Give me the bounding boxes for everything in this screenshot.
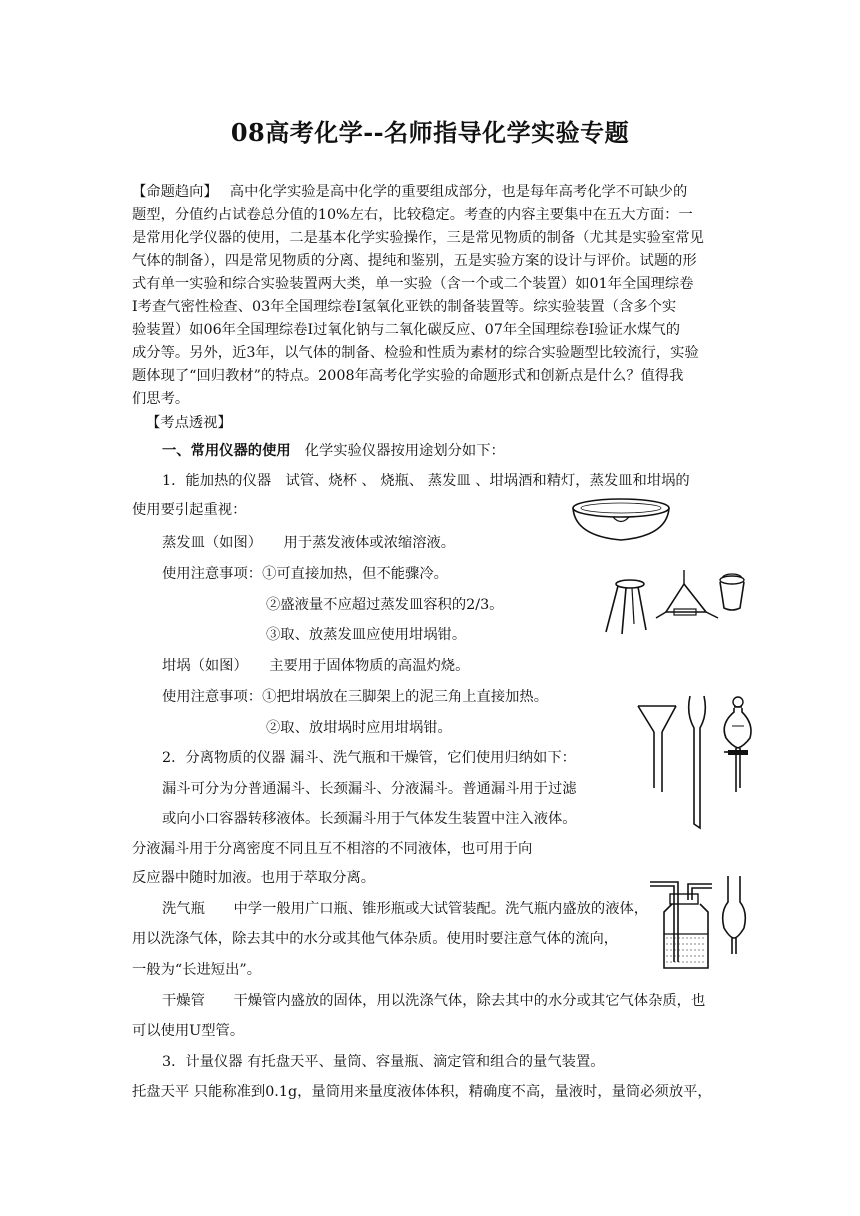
page-title: 08高考化学--名师指导化学实验专题	[230, 118, 630, 147]
intro-line-10: 们思考。	[132, 391, 190, 407]
intro-line-5: 式有单一实验和综合实验装置两大类，单一实验（含一个或二个装置）如01年全国理综卷	[132, 276, 694, 292]
funnel-line-1: 漏斗可分为分普通漏斗、长颈漏斗、分液漏斗。普通漏斗用于过滤	[162, 781, 577, 797]
evap-note-3: ③取、放蒸发皿应使用坩埚钳。	[266, 627, 467, 643]
intro-line-3: 是常用化学仪器的使用，二是基本化学实验操作，三是常见物质的制备（尤其是实验室常见	[132, 230, 704, 246]
dry-line-2: 可以使用U型管。	[132, 1023, 245, 1039]
intro-line-8: 成分等。另外，近3年，以气体的制备、检验和性质为素材的综合实验题型比较流行，实验	[132, 345, 699, 361]
evap-note-1: 使用注意事项：①可直接加热，但不能骤冷。	[162, 566, 448, 582]
p1-line-a: 1．能加热的仪器 试管、烧杯 、 烧瓶、 蒸发皿 、坩埚酒和精灯，蒸发皿和坩埚的	[162, 473, 690, 489]
intro-line-7: 验装置）如06年全国理综卷Ⅰ过氧化钠与二氧化碳反应、07年全国理综卷Ⅰ验证水煤气的	[132, 322, 681, 338]
funnel-line-2: 或向小口容器转移液体。长颈漏斗用于气体发生装置中注入液体。	[162, 811, 577, 827]
intro-line-4: 气体的制备），四是常见物质的分离、提纯和鉴别，五是实验方案的设计与评价。试题的形	[132, 253, 697, 269]
crucible-note-1: 使用注意事项：①把坩埚放在三脚架上的泥三角上直接加热。	[162, 689, 549, 705]
intro-line-2: 题型，分值约占试卷总分值的10%左右，比较稳定。考查的内容主要集中在五大方面：一	[132, 207, 693, 223]
evap-note-2: ②盛液量不应超过蒸发皿容积的2/3。	[266, 597, 504, 613]
wash-line-3: 一般为“长进短出”。	[132, 962, 261, 978]
evaporating-dish-figure	[566, 494, 676, 554]
wash-line-1: 洗气瓶 中学一般用广口瓶、锥形瓶或大试管装配。洗气瓶内盛放的液体，	[162, 901, 649, 917]
intro-label: 【命题趋向】	[132, 184, 218, 200]
gas-washing-figure	[646, 872, 750, 972]
intro-line-6: Ⅰ考查气密性检查、03年全国理综卷Ⅰ氢氧化亚铁的制备装置等。综实验装置（含多个实	[132, 299, 677, 315]
wash-line-2: 用以洗涤气体，除去其中的水分或其他气体杂质。使用时要注意气体的流向，	[132, 931, 619, 947]
part1-heading-line: 一、常用仪器的使用 化学实验仪器按用途划分如下：	[162, 443, 505, 459]
intro-line-9: 题体现了“回归教材”的特点。2008年高考化学实验的命题形式和创新点是什么？值得我	[132, 368, 684, 384]
evap-desc: 蒸发皿（如图） 用于蒸发液体或浓缩溶液。	[162, 535, 456, 551]
funnel-line-3: 分液漏斗用于分离密度不同且互不相溶的不同液体，也可用于向	[132, 841, 533, 857]
p3-line: 3．计量仪器 有托盘天平、量筒、容量瓶、滴定管和组合的量气装置。	[162, 1054, 605, 1070]
part1-heading: 一、常用仪器的使用	[162, 443, 291, 459]
crucible-note-2: ②取、放坩埚时应用坩埚钳。	[266, 720, 452, 736]
funnels-figure	[636, 692, 754, 832]
p1-line-b: 使用要引起重视：	[132, 502, 247, 518]
funnel-line-4: 反应器中随时加液。也用于萃取分离。	[132, 870, 376, 886]
dry-line-1: 干燥管 干燥管内盛放的固体，用以洗涤气体，除去其中的水分或其它气体杂质，也	[162, 993, 706, 1009]
crucible-desc: 坩埚（如图） 主要用于固体物质的高温灼烧。	[162, 658, 470, 674]
intro-line-1: 【命题趋向】 高中化学实验是高中化学的重要组成部分，也是每年高考化学不可缺少的	[132, 184, 688, 200]
section-heading: 【考点透视】	[146, 415, 232, 431]
p3-line-b: 托盘天平 只能称准到0.1g，量筒用来量度液体体积，精确度不高，量液时，量筒必须放平，	[132, 1084, 712, 1100]
p2-line: 2．分离物质的仪器 漏斗、洗气瓶和干燥管，它们使用归纳如下：	[162, 750, 576, 766]
tripod-crucible-figure	[598, 564, 758, 636]
